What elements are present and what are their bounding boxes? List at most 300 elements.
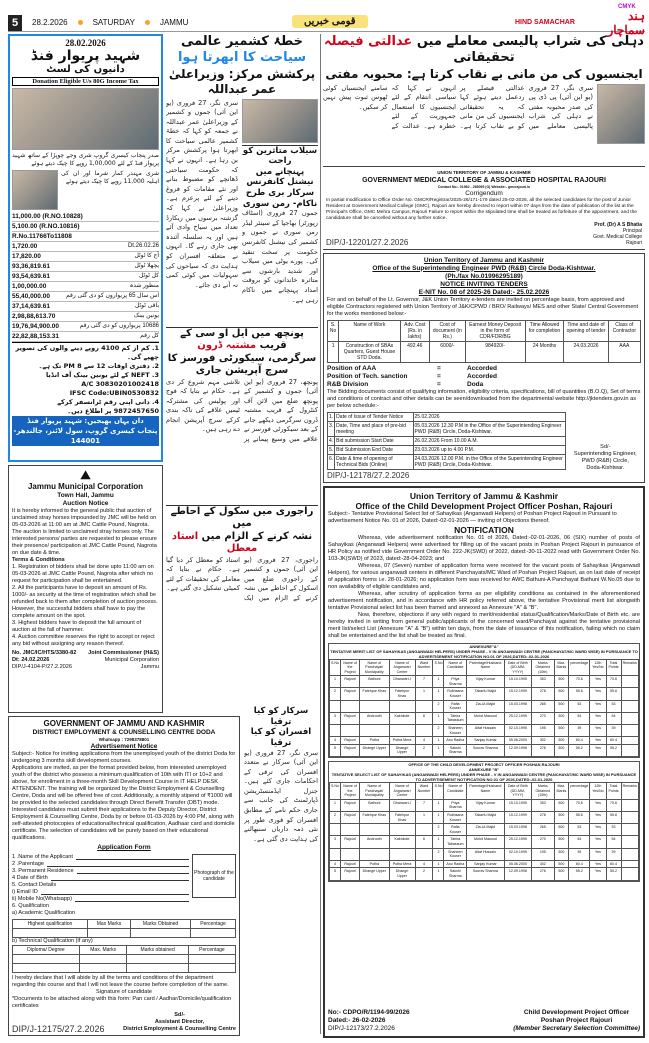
jmc-auction-notice xyxy=(8,465,163,713)
table-cell: Yes xyxy=(590,744,606,756)
pwd-ut: Union Territory of Jammu and Kashmir xyxy=(423,256,545,264)
table-cell: 55.6 xyxy=(569,688,590,700)
pwd-intro: For and on behalf of the Lt. Governor, J&K Union Territory e-tenders are invited on percentage basis, from approved and eligible Contractors registered with Union Territory of J&K/CPWD / BRO/ Railways/ MES and other State/ Central Government for the works mentioned below:- xyxy=(327,296,639,317)
pwd-sign: PWD (R&B) Circle, xyxy=(581,457,629,464)
table-cell: 270 xyxy=(532,836,554,848)
dot-icon xyxy=(145,20,150,25)
table-row xyxy=(328,454,566,469)
form-field-line[interactable] xyxy=(41,889,189,895)
table-cell: Shaheen Kouser xyxy=(444,848,467,860)
table-row xyxy=(328,412,566,421)
headline-part: دہلی کی شراب پالیسی معاملے میں xyxy=(416,34,644,49)
table-cell: Rajouri xyxy=(341,860,360,868)
table-cell: 278 xyxy=(532,688,554,700)
donor-caption-2: شری مہندر کمار شرما اور ان کی اہلیہ 11,000 روپے کا چیک دیتے ہوئے xyxy=(61,170,159,185)
cdpo-subject: Subject:- Tentative Provisional Select list of Sahayikas (Anganwadi Helpers) of Poshan Project Rajouri in Pursuant to advertisement Notice No. 01 of 2026, Dated:-02-01-2026 — inviting of Objections thereof. xyxy=(328,510,617,524)
signature-label: Signature of candidate xyxy=(96,989,152,995)
table-cell: 60.4 xyxy=(606,737,621,745)
table-cell: 1 xyxy=(415,688,433,700)
donation-row xyxy=(12,312,159,322)
position-cell: = xyxy=(437,372,441,380)
table-header-row xyxy=(330,783,639,800)
article-mehbooba: سری نگر، 27 فروری (یو این آئی) پی ڈی پی کی صدر محبوبہ مفتی نے دہلی کی شراب پالیسی معاملے میں عدالتی فیصلے پر ردعمل دیتے ہوئے کہا کہ یہ تحقیقاتی ایجنسیوں کی من مانی کو بے نقاب کرتا ہے۔ انہوں نے کہا کہ سیاسی انتقام کے لئے ایجنسیوں کا استعمال جمہوریت کے لئے خطرہ ہے۔ عدالت کے سامنے ایجنسیاں کوئی ٹھوس ثبوت پیش نہیں کر سکیں۔ xyxy=(323,83,593,130)
position-cell: Accorded xyxy=(467,372,497,380)
gmc-contact: Contact No:- 01962 - 265099 (O) Website:- gmcrajouri.in xyxy=(437,184,531,189)
table-cell: Rajouri xyxy=(341,676,360,688)
headline-part: ناکام- رمن سوری xyxy=(242,198,318,209)
condition-line: IFSC Code:UBIN0530832 xyxy=(69,389,159,397)
cdpo-dated: Dated:- 26-02-2026 xyxy=(328,1017,386,1024)
table-cell: Yes xyxy=(590,868,606,880)
table-cell: 500 xyxy=(554,811,569,823)
office-caps: OFFICE OF THE CHILD DEVELOPMENT PROJECT OFFICER POSHAN RAJOURI xyxy=(408,762,560,767)
dip-number: DIP/J-12175/27.2.2026 xyxy=(12,1024,105,1034)
brand-logo: ہند سماچار xyxy=(607,8,645,37)
table-cell: 500 xyxy=(554,737,569,745)
table-cell: 1 xyxy=(433,799,444,811)
table-cell: 55.6 xyxy=(606,688,621,700)
headline-part: نشہ کرنے کے الزام میں xyxy=(201,530,313,542)
position-cell: R&B Division xyxy=(327,380,369,388)
donation-label: کل رقم xyxy=(140,333,159,339)
form-field-line[interactable] xyxy=(75,896,189,902)
jmc-terms-title: Terms & Conditions xyxy=(12,557,65,563)
donation-amount: 5,100.00 (R.NO.10816) xyxy=(12,223,80,230)
table-cell: 39 xyxy=(569,848,590,860)
form-field-line[interactable] xyxy=(76,854,189,860)
table-cell: 39 xyxy=(569,725,590,737)
table-header: S.No xyxy=(330,783,341,800)
sd: Sd/- xyxy=(174,1012,185,1018)
jmc-term: 1. Registration of bidders shall be done upto 11:00 am on 05-03-2026 at JMC Cattle Pound, Nagrota after which no request for participation shall be entertained. xyxy=(12,564,154,584)
table-cell xyxy=(621,811,638,823)
headline-flood xyxy=(242,145,318,210)
table-row xyxy=(330,725,639,737)
table-header: S.No xyxy=(433,783,444,800)
docs-note: *Documents to be attached along with this form: Pan card / Aadhar/Domicile/qualification certificates xyxy=(12,996,232,1009)
table-cell xyxy=(341,824,360,836)
table-header: Earnest Money Deposit in the form of CDR/FDR/BG xyxy=(465,320,525,341)
table-cell xyxy=(360,848,389,860)
donation-row xyxy=(12,292,159,302)
table-cell: Fatehpur Khas xyxy=(389,811,415,823)
table-cell: 500 xyxy=(554,848,569,860)
table-cell: Dhanwari-I xyxy=(389,676,415,688)
position-cell: Doda xyxy=(467,380,484,388)
donation-row xyxy=(12,272,159,282)
table-cell: Anu Radha xyxy=(444,737,467,745)
jmc-no: No. JMC/IC/HTS/3380-82 xyxy=(12,650,77,656)
table-cell: 1 xyxy=(433,688,444,700)
jmc-term: 4. Auction committee reserves the right to accept or reject any bid without assigning any reason thereof. xyxy=(12,634,155,647)
pwd-sign: Superintending Engineer, xyxy=(573,450,637,457)
table-cell: Bid Submission End Date xyxy=(335,445,413,454)
dot-icon xyxy=(78,20,83,25)
table-cell: 02.10.1995 xyxy=(504,848,532,860)
table-cell: 500 xyxy=(554,688,569,700)
table-cell: 1 xyxy=(433,860,444,868)
table-cell: 25.12.1995 xyxy=(504,712,532,724)
table-cell: 353 xyxy=(532,676,554,688)
decc-p2: Interested candidates must submit their applications to the Deputy Director, District Employment & Counselling Centre, Doda by or before 01-03-2026 by 4:00 PM, along with self-attested photocopies of educational/technical qualification, Aadhaar card and domicile certificate. The selection of candidates will be purely based on their educational qualifications. xyxy=(12,807,235,841)
table-cell: Sourav Sharma xyxy=(467,868,504,880)
table-cell: 302 xyxy=(532,737,554,745)
table-cell: 55.2 xyxy=(569,744,590,756)
table-cell xyxy=(389,848,415,860)
form-field-label: 1 .Name of the Applicant xyxy=(12,854,73,860)
condition-line: 2. دفتری اوقات 12 سے 8 PM تک ہے۔ xyxy=(38,362,159,370)
table-cell: 2 xyxy=(415,868,433,880)
table-cell xyxy=(621,676,638,688)
headline-part: سرچ آپریشن جاری xyxy=(195,365,289,376)
sd: Sd/- xyxy=(600,443,611,450)
decc-sign: District Employment & Counselling Centre xyxy=(123,1026,236,1032)
annex-title: ANNEXURE"A" xyxy=(469,643,499,649)
table-cell: 25.02.2026 xyxy=(413,412,565,421)
headline-part: تحقیقاتی xyxy=(453,50,515,66)
table-cell: 54 xyxy=(569,836,590,848)
table-cell: 53 xyxy=(606,824,621,836)
table-cell: 500 xyxy=(554,744,569,756)
headline-part: سرکار کو کیا ترقیا xyxy=(253,706,309,727)
table-cell: Yes xyxy=(590,700,606,712)
donation-row xyxy=(12,332,159,342)
table-cell: 1 xyxy=(328,341,339,362)
table-cell: Sanjay Kumar xyxy=(467,860,504,868)
table-cell: 2 xyxy=(433,848,444,860)
headline-part: افسران کو کیا ترقیا xyxy=(250,727,312,748)
table-cell: Rukhsana Kouser xyxy=(444,688,467,700)
form-field xyxy=(12,854,189,861)
form-field-label: 3. Permanent Residence xyxy=(12,868,74,874)
form-field-line[interactable] xyxy=(51,875,189,881)
table-cell: Yes xyxy=(590,860,606,868)
table-header: Name of Panchayat/ Municipality xyxy=(360,783,389,800)
table-cell: 02.10.1995 xyxy=(504,725,532,737)
table-cell: Rukhsana Kouser xyxy=(444,811,467,823)
table-cell: 5 xyxy=(330,744,341,756)
table-row xyxy=(330,688,639,700)
table-cell: 15.03.1998 xyxy=(504,700,532,712)
table-header: Time and date of opening of tender xyxy=(564,320,608,341)
table-cell: Zia-Ul-Majid xyxy=(467,700,504,712)
table-header: Class of Contractor xyxy=(608,320,640,341)
donation-row xyxy=(12,282,159,292)
table-cell: 500 xyxy=(554,676,569,688)
table-cell: 15.10.1995 xyxy=(504,676,532,688)
table-header: Percentage xyxy=(191,920,236,929)
section-label: قومی خبریں xyxy=(292,15,368,28)
table-cell xyxy=(360,700,389,712)
headline-teacher xyxy=(166,505,318,556)
table-header: Parentage/Husband Name xyxy=(467,783,504,800)
decc-p1: Applications are invited, as per the format provided below, from interested unemployed youth of the district who possess a minimum qualification of 10th with ITI or 10+2 and above, for enrollment in a three-month Skill Development Course in IT HELP DESK ATTENDENT. The training will be organized by the District Employment & Counselling Centre, Doda and will be offered free of cost. Additionally, a monthly stipend of ₹1000 will be provided to the selected candidates through Direct Benefit Transfer (DBT) mode. xyxy=(12,765,233,806)
donation-values xyxy=(12,212,159,342)
headline-part: سرگرمی، سیکورٹی فورسز کا xyxy=(167,352,317,364)
headline-part: استاد معطل xyxy=(171,530,258,554)
fund-title: شہید پریوار فنڈ xyxy=(30,48,141,64)
table-header: Name of Candidate xyxy=(444,783,467,800)
dip-number: DIP/J-12173/27.2.2026 xyxy=(328,1025,395,1032)
table-cell: 1 xyxy=(433,836,444,848)
jmc-org: Jammu Municipal Corporation xyxy=(27,482,144,491)
page-header xyxy=(8,8,645,37)
table-row xyxy=(330,700,639,712)
donation-conditions xyxy=(12,342,159,416)
donation-amount: 2,98,88,613.70 xyxy=(12,313,56,320)
table-cell: 195 xyxy=(532,725,554,737)
table-cell: Kakhkote xyxy=(389,836,415,848)
table-cell xyxy=(621,737,638,745)
cdpo-notification xyxy=(323,486,645,1039)
table-row xyxy=(330,860,639,868)
table-header: Cost of document (in Rs.) xyxy=(430,320,466,341)
donation-amount: 11,000.00 (R.NO.10828) xyxy=(12,213,83,220)
table-cell: 500 xyxy=(554,712,569,724)
headline-part: پرکشش مرکز: وزیراعلیٰ عمر عبداللہ xyxy=(168,66,316,96)
table-cell: Rajouri xyxy=(341,811,360,823)
headline-part: عدالتی فیصلہ xyxy=(324,34,413,49)
table-header: Name of Work xyxy=(339,320,400,341)
gmc-sign: Principal xyxy=(622,227,642,234)
table-cell: 6 xyxy=(415,836,433,848)
table-header: percentage xyxy=(569,659,590,676)
cdpo-paras xyxy=(328,535,640,640)
gmc-corrigendum xyxy=(323,166,645,250)
martyr-fund-box xyxy=(8,34,163,462)
donation-amount: 1,720.00 xyxy=(12,243,38,250)
table-cell: 24 Months xyxy=(525,341,564,362)
form-field xyxy=(12,889,189,896)
table-header: Total Points xyxy=(606,659,621,676)
dip-number: DIP/J-12178/27.2.2026 xyxy=(327,470,410,480)
table-cell: Altaf Hussain xyxy=(467,848,504,860)
cdpo-office: Office of the Child Development Project Officer Poshan, Rajouri xyxy=(355,500,613,511)
form-field-label: i) Email ID xyxy=(12,889,38,895)
donation-amount: 1,00,000.00 xyxy=(12,283,47,290)
gmc-sign: Govt. Medical College xyxy=(593,233,642,240)
table-cell: 15.10.1995 xyxy=(504,799,532,811)
table-header: Remarks xyxy=(621,783,638,800)
decc-gov: GOVERNMENT OF JAMMU AND KASHMIR xyxy=(43,719,205,728)
headline-part: سرکار بری طرح xyxy=(245,188,315,198)
headline-part: ایجنسیوں کی من مانی بے نقاب کرتا ہے: محبوبہ مفتی xyxy=(325,66,643,81)
table-cell: Rajouri xyxy=(341,737,360,745)
form-field xyxy=(12,875,189,882)
middle-column xyxy=(166,34,318,698)
table-cell xyxy=(621,836,638,848)
table-cell: Priya Sharma xyxy=(444,676,467,688)
table-cell: Sourav Sharma xyxy=(467,744,504,756)
column-divider xyxy=(320,34,321,1034)
table-cell: 39 xyxy=(606,848,621,860)
day: SATURDAY xyxy=(92,18,135,27)
tax-note: Donation Eligible U/s 80G Income Tax xyxy=(12,77,159,86)
table-cell: Rafia Kouser xyxy=(444,824,467,836)
table-cell: Sanjay Kumar xyxy=(467,737,504,745)
table-cell: 984920/- xyxy=(465,341,525,362)
table-header: percentage xyxy=(569,783,590,800)
table-cell: 1 xyxy=(433,737,444,745)
pwd-bidding: The Bidding documents consist of qualifying information, eligibility criteria, specifications, bill of quantities (B.O.Q), Set of terms and conditions of contract and other details can be seen/downloaded from the departmental website http://jktenders.gov.in as per below schedule:- xyxy=(327,388,641,409)
table-cell: 2 xyxy=(433,725,444,737)
table-row xyxy=(330,744,639,756)
table-cell: Yes xyxy=(590,737,606,745)
city: JAMMU xyxy=(159,18,189,27)
table-cell: 195 xyxy=(532,848,554,860)
donor-caption: صدر پنجاب کیسری گروپ شری وجے چوپڑا کے ساتھ شہید پریوار فنڈ کے لئے 1,00,000 روپے کا چیک دیتے ہوئے xyxy=(12,152,159,167)
table-header-row xyxy=(328,320,641,341)
table-row xyxy=(328,436,566,445)
headline-part: خطۂ کشمیر عالمی xyxy=(180,34,304,49)
form-field xyxy=(12,882,189,889)
table-header: Marks Obtained (10th) xyxy=(532,659,554,676)
table-cell: Dhangri Upper xyxy=(389,868,415,880)
donation-amount: 22,82,88,153.31 xyxy=(12,333,59,340)
donation-label: منظور شدہ xyxy=(129,283,159,289)
table-header: Max. Marks xyxy=(554,659,569,676)
table-cell xyxy=(341,700,360,712)
table-cell xyxy=(330,700,341,712)
donation-amount: 93,54,639.61 xyxy=(12,273,50,280)
table-cell: 1. xyxy=(329,413,334,420)
donation-label: پچھلا ٹوٹل xyxy=(134,263,159,269)
table-cell: 3 xyxy=(330,712,341,724)
table-cell: AAA xyxy=(608,341,640,362)
jmc-title: Auction Notice xyxy=(62,500,109,507)
table-cell: 276 xyxy=(532,744,554,756)
table-header: Max. Marks xyxy=(554,783,569,800)
table-cell xyxy=(415,700,433,712)
table-cell: 302 xyxy=(532,860,554,868)
table-cell: Potha xyxy=(360,737,389,745)
pwd-tender-notice xyxy=(323,253,645,483)
table-cell: Date of Issue of Tender Notice xyxy=(335,412,413,421)
table-cell xyxy=(621,700,638,712)
tech-title: b) Technical Qualification (if any) xyxy=(12,938,93,944)
table-cell: 5 xyxy=(330,868,341,880)
select-list-table xyxy=(329,782,639,881)
table-cell xyxy=(389,700,415,712)
cdpo-para: Whereas, 07 (Seven) number of application forms were received for the vacant posts of Sahayikas (Anganwadi Helpers), for various anganwadi centers in different Panchayats/MC Ward of Poshan Project Rajouri, as on last date of receipt of application forms i.e. 28-01-2026; no application form was received for AWC Bathuni-A Panchayat Bathuni W.No.05 due to non availability of eligible candidates and, xyxy=(328,562,640,590)
table-header: 12th Yes/No xyxy=(590,783,606,800)
table-row xyxy=(330,868,639,880)
dip-number: DIP/J-4104-P/27.2.2026 xyxy=(12,664,73,670)
table-cell: 54 xyxy=(606,836,621,848)
table-cell: 39 xyxy=(606,725,621,737)
table-cell: 55.6 xyxy=(606,811,621,823)
form-field-label: 2 .Parentage xyxy=(12,861,45,867)
table-cell: 53 xyxy=(569,700,590,712)
article-drone: پونچھ، 27 فروری (یو این آئی) جموں و کشمیر کے پونچھ ضلع میں لائن آف کنٹرول کے قریب مشتبہ ڈرون سرگرمی دیکھے جانے کے بعد سیکورٹی فورسز نے علاقے میں وسیع پیمانے پر تلاشی مہم شروع کر دی ہے۔ حکام نے بتایا کہ فوج اور پولیس کی مشترکہ ٹیمیں علاقے کی ناکہ بندی کرکے سرچ آپریشن انجام دے رہی ہیں۔ xyxy=(166,377,318,444)
table-cell: 70.6 xyxy=(606,676,621,688)
headline-part: سیاحت کا ابھرتا ہوا xyxy=(177,50,307,66)
table-cell: 5. xyxy=(329,446,334,453)
table-cell: 53 xyxy=(606,700,621,712)
table-header: Name of the Project xyxy=(341,659,360,676)
form-field-label: 6. Qualification xyxy=(12,903,50,909)
table-cell: 1 xyxy=(415,811,433,823)
decc-sign: Assistant Director, xyxy=(154,1019,205,1025)
table-cell: Zia-Ul-Majid xyxy=(467,824,504,836)
table-cell: Dhangri Upper xyxy=(360,868,389,880)
table-cell: 1 xyxy=(433,811,444,823)
table-row xyxy=(328,445,566,454)
jmc-terms xyxy=(12,564,159,648)
table-cell xyxy=(389,824,415,836)
table-cell: 12.09.1998 xyxy=(504,744,532,756)
cdpo-ut: Union Territory of Jammu & Kashmir xyxy=(409,490,559,501)
table-cell: 70.6 xyxy=(606,799,621,811)
table-cell: 4 xyxy=(415,860,433,868)
table-cell: 500 xyxy=(554,824,569,836)
position-row xyxy=(327,373,641,381)
table-cell: Yes xyxy=(590,725,606,737)
table-cell: Fatehpur Khas xyxy=(360,811,389,823)
table-cell: 276 xyxy=(532,868,554,880)
form-field-line[interactable] xyxy=(47,861,189,867)
table-cell: 2 xyxy=(330,811,341,823)
table-cell: Vijay Kumar xyxy=(467,799,504,811)
table-header: Ward Number xyxy=(415,659,433,676)
table-header: Name of the Project xyxy=(341,783,360,800)
form-field-label: ii) Mobile No(Whatsapp) xyxy=(12,896,72,902)
headline-promotion xyxy=(244,706,318,749)
banner-line: دان یہاں بھیجیں: شہید پریوار فنڈ xyxy=(27,417,144,425)
donation-row xyxy=(12,252,159,262)
table-row xyxy=(328,421,566,436)
jmc-term: 3. Highest bidders have to deposit the full amount of auction at the fall of hammer. xyxy=(12,620,142,633)
table-cell: 70.6 xyxy=(569,799,590,811)
table-cell: 05.03.2026 12.30 P.M in the Office of the Superintending Engineer PWD (R&B) Circle, Doda-Kishtwar. xyxy=(413,421,565,436)
donation-amount: 19,76,94,900.00 xyxy=(12,323,59,330)
table-cell: 4 xyxy=(330,860,341,868)
cdpo-sign: Child Development Project Officer xyxy=(523,1009,630,1016)
headline-drone xyxy=(166,327,318,378)
table-header: S.No xyxy=(330,659,341,676)
cdpo-sign: Poshan Project Rajouri xyxy=(540,1017,613,1024)
jmc-sign: Joint Commissioner (H&S) xyxy=(88,650,159,656)
table-cell: 2 xyxy=(433,700,444,712)
decc-adv: Advertisement Notice xyxy=(90,743,158,750)
table-header: Ward Number xyxy=(415,783,433,800)
condition-line: A/C 30830201002418 xyxy=(81,380,159,388)
donation-row xyxy=(12,302,159,312)
table-cell: Dhangri Upper xyxy=(389,744,415,756)
gmc-sign: Rajouri xyxy=(626,239,642,246)
form-field-line[interactable] xyxy=(77,868,189,874)
page-number: 5 xyxy=(8,15,22,31)
position-cell: = xyxy=(437,380,441,388)
table-cell: Shaheen Kouser xyxy=(444,725,467,737)
article-promotion: سری نگر، 27 فروری (یو این آئی) سرکار نے متعدد افسران کی ترقی کے احکامات جاری کئے ہیں۔ جنرل ایڈمنسٹریشن ڈپارٹمنٹ کی جانب سے جاری حکم نامے کے مطابق افسران کو فوری طور پر نئی ذمہ داریاں سنبھالنے کی ہدایت دی گئی ہے۔ xyxy=(244,748,318,843)
donation-row xyxy=(12,322,159,332)
position-cell: = xyxy=(437,364,441,372)
table-cell: Bathuni xyxy=(360,799,389,811)
table-cell: 3. xyxy=(328,421,335,436)
table-cell: 7 xyxy=(415,676,433,688)
table-cell: Mohd Masood xyxy=(467,836,504,848)
jmc-intro: It is hereby informed to the general public that auction of unclaimed stray horses impounded by JMC will be held on 05-03-2026 at 11:00 am at JMC Cattle Pound, Nagrota. xyxy=(12,508,157,528)
form-field xyxy=(12,903,189,910)
table-cell: 500 xyxy=(554,725,569,737)
table-cell: Dhanwari-I xyxy=(389,799,415,811)
headline-part: پونچھ میں ایل او سی کے قریب xyxy=(180,327,304,351)
form-fields xyxy=(12,854,189,917)
table-header: Parentage/Husband Name xyxy=(467,659,504,676)
table-cell: 55.2 xyxy=(569,868,590,880)
table-row xyxy=(330,848,639,860)
